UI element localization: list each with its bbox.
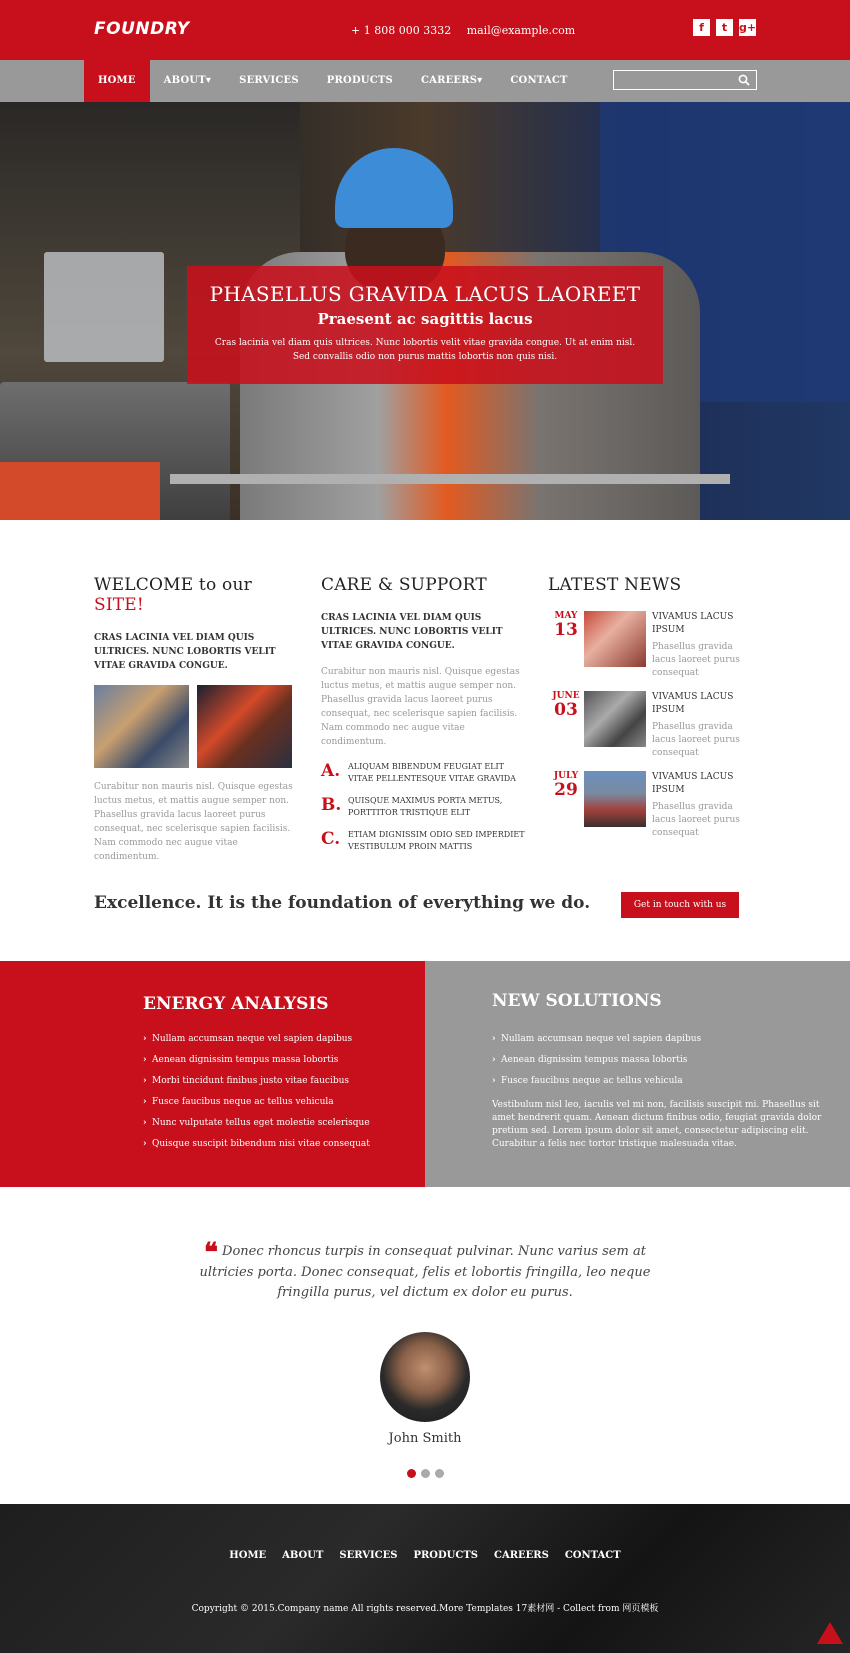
list-item-text: Morbi tincidunt finibus justo vitae faucibus [152, 1076, 350, 1086]
contact-info [351, 24, 587, 37]
slider-dot-2[interactable] [421, 1469, 430, 1478]
list-item [492, 1071, 701, 1092]
news-info [652, 771, 754, 851]
footer-link-about[interactable]: ABOUT [282, 1550, 324, 1561]
chevron-right-icon: › [143, 1034, 147, 1044]
list-item [143, 1134, 370, 1155]
get-in-touch-button[interactable]: Get in touch with us [621, 892, 739, 918]
news-date [548, 691, 584, 771]
hero-helmet [335, 148, 453, 228]
step-letter: B. [321, 795, 342, 815]
top-bar [0, 0, 850, 60]
news-item-title[interactable]: VIVAMUS LACUS IPSUM [652, 612, 734, 635]
news-item[interactable] [548, 771, 754, 851]
care-step [321, 829, 527, 853]
nav-products[interactable]: PRODUCTS [326, 75, 393, 86]
chevron-right-icon: › [492, 1076, 496, 1086]
care-section [321, 575, 527, 863]
testimonial-name: John Smith [388, 1431, 462, 1446]
nav-careers[interactable]: CAREERS▾ [420, 75, 483, 86]
back-to-top-icon[interactable] [817, 1622, 843, 1644]
list-item [143, 1029, 370, 1050]
avatar [380, 1332, 470, 1422]
energy-list [143, 1029, 370, 1155]
news-item[interactable] [548, 611, 754, 691]
news-item[interactable] [548, 691, 754, 771]
facebook-icon[interactable]: f [693, 19, 710, 36]
care-title: CARE & SUPPORT [321, 575, 487, 595]
step-text: ETIAM DIGNISSIM ODIO SED IMPERDIET VESTIBULUM PROIN MATTIS [348, 830, 525, 851]
footer-link-contact[interactable]: CONTACT [564, 1550, 621, 1561]
news-title: LATEST NEWS [548, 575, 682, 595]
step-letter: A. [321, 761, 341, 781]
slider-dot-1[interactable] [407, 1469, 416, 1478]
social-links [693, 19, 756, 36]
news-date [548, 771, 584, 851]
news-info [652, 611, 754, 691]
twitter-icon[interactable]: t [716, 19, 733, 36]
nav-contact[interactable]: CONTACT [510, 75, 568, 86]
news-month: JUNE [552, 691, 580, 701]
hero-sign [44, 252, 164, 362]
news-item-title[interactable]: VIVAMUS LACUS IPSUM [652, 692, 734, 715]
list-item [143, 1071, 370, 1092]
care-steps [321, 761, 527, 853]
chevron-right-icon: › [143, 1055, 147, 1065]
chevron-right-icon: › [143, 1076, 147, 1086]
list-item [143, 1050, 370, 1071]
news-date [548, 611, 584, 691]
footer-link-services[interactable]: SERVICES [339, 1550, 398, 1561]
chevron-right-icon: › [143, 1139, 147, 1149]
news-item-title[interactable]: VIVAMUS LACUS IPSUM [652, 772, 734, 795]
list-item-text: Quisque suscipit bibendum nisi vitae consequat [152, 1139, 370, 1149]
hero-caption [187, 266, 663, 384]
hero-rail [170, 474, 730, 484]
welcome-body: Curabitur non mauris nisl. Quisque egestas luctus metus, et mattis augue semper non. Phasellus gravida lacus laoreet purus consequat, nec scelerisque sapien facilisis. Nam commodo nec augue vitae condimentum. [94, 782, 293, 862]
chevron-right-icon: › [492, 1055, 496, 1065]
list-item-text: Fusce faucibus neque ac tellus vehicula [152, 1097, 334, 1107]
news-day: 13 [554, 620, 578, 640]
news-item-text: Phasellus gravida lacus laoreet purus consequat [652, 802, 740, 838]
list-item [492, 1050, 701, 1071]
logo[interactable]: FOUNDRY [94, 19, 190, 39]
list-item-text: Nullam accumsan neque vel sapien dapibus [501, 1034, 702, 1044]
welcome-image-workers [94, 685, 189, 768]
step-letter: C. [321, 829, 341, 849]
solutions-title: NEW SOLUTIONS [492, 991, 662, 1011]
news-item-text: Phasellus gravida lacus laoreet purus consequat [652, 642, 740, 678]
welcome-lead: CRAS LACINIA VEL DIAM QUIS ULTRICES. NUNC LOBORTIS VELIT VITAE GRAVIDA CONGUE. [94, 633, 276, 671]
footer-nav [0, 1550, 850, 1561]
email-address[interactable]: mail@example.com [466, 24, 576, 37]
footer [0, 1504, 850, 1653]
news-month: MAY [554, 611, 578, 621]
google-plus-icon[interactable]: g+ [738, 21, 757, 34]
welcome-image-welder [197, 685, 292, 768]
news-thumbnail[interactable] [584, 611, 646, 667]
slider-dot-3[interactable] [435, 1469, 444, 1478]
news-month: JULY [553, 771, 579, 781]
welcome-title [94, 575, 300, 615]
news-section [548, 575, 754, 851]
footer-link-careers[interactable]: CAREERS [494, 1550, 549, 1561]
nav-home[interactable]: HOME [84, 60, 150, 102]
care-step [321, 761, 527, 785]
list-item-text: Nunc vulputate tellus eget molestie scelerisque [152, 1118, 370, 1128]
welcome-title-b: SITE! [94, 595, 144, 615]
news-thumbnail[interactable] [584, 691, 646, 747]
list-item-text: Nullam accumsan neque vel sapien dapibus [152, 1034, 353, 1044]
quote-text: Donec rhoncus turpis in consequat pulvinar. Nunc varius sem at ultricies porta. Donec consequat, felis et lobortis fringilla, leo neque fringilla purus, vel dictum ex dolor eu purus. [199, 1244, 651, 1300]
list-item [143, 1113, 370, 1134]
chevron-right-icon: › [492, 1034, 496, 1044]
hero-text: Cras lacinia vel diam quis ultrices. Nunc lobortis velit vitae gravida congue. Ut at enim nisl. Sed convallis odio non purus mattis lobortis non quis nisi. [214, 338, 636, 362]
search-icon[interactable] [738, 74, 750, 86]
new-solutions-band [425, 961, 850, 1187]
news-item-text: Phasellus gravida lacus laoreet purus consequat [652, 722, 740, 758]
energy-title: ENERGY ANALYSIS [143, 994, 329, 1014]
tagline-text: Excellence. It is the foundation of everything we do. [94, 893, 591, 913]
step-text: QUISQUE MAXIMUS PORTA METUS, PORTTITOR TRISTIQUE ELIT [348, 796, 503, 817]
news-day: 29 [554, 780, 578, 800]
list-item [143, 1092, 370, 1113]
news-day: 03 [554, 700, 578, 720]
care-body: Curabitur non mauris nisl. Quisque egestas luctus metus, et mattis augue semper non. Phasellus gravida lacus laoreet purus consequat, nec scelerisque sapien facilisis. Nam commodo nec augue vitae condimentum. [321, 667, 520, 747]
nav-bar [0, 60, 850, 102]
nav-about[interactable]: ABOUT▾ [163, 75, 212, 86]
footer-link-products[interactable]: PRODUCTS [413, 1550, 479, 1561]
list-item-text: Fusce faucibus neque ac tellus vehicula [501, 1076, 683, 1086]
testimonial-quote [180, 1238, 670, 1303]
step-text: ALIQUAM BIBENDUM FEUGIAT ELIT VITAE PELLENTESQUE VITAE GRAVIDA [348, 762, 516, 783]
chevron-right-icon: › [143, 1097, 147, 1107]
energy-analysis-band [0, 961, 425, 1187]
phone-number: + 1 808 000 3332 [351, 24, 452, 37]
main-nav [84, 60, 582, 102]
chevron-right-icon: › [143, 1118, 147, 1128]
quote-icon: ❝ [204, 1238, 219, 1268]
list-item-text: Aenean dignissim tempus massa lobortis [501, 1055, 688, 1065]
solutions-list [492, 1029, 701, 1092]
welcome-title-a: WELCOME to our [94, 575, 252, 595]
welcome-section [94, 575, 300, 864]
care-step [321, 795, 527, 819]
footer-link-home[interactable]: HOME [229, 1550, 267, 1561]
slider-dots [407, 1469, 444, 1478]
copyright: Copyright © 2015.Company name All rights reserved.More Templates 17素材网 - Collect from 网页模板 [191, 1604, 659, 1614]
hero-subtitle: Praesent ac sagittis lacus [317, 310, 533, 328]
solutions-text: Vestibulum nisl leo, iaculis vel mi non, facilisis suscipit mi. Phasellus sit amet hendrerit quam. Aenean dictum finibus odio, feugiat gravida dolor pretium sed. Lorem ipsum dolor sit amet, consectetur adipiscing elit. Curabitur a felis nec tortor tristique malesuada vitae. [492, 1100, 822, 1149]
hero-title: PHASELLUS GRAVIDA LACUS LAOREET [209, 282, 641, 306]
welcome-images [94, 685, 300, 768]
news-info [652, 691, 754, 771]
news-thumbnail[interactable] [584, 771, 646, 827]
list-item [492, 1029, 701, 1050]
search-input[interactable] [613, 70, 757, 90]
list-item-text: Aenean dignissim tempus massa lobortis [152, 1055, 339, 1065]
hero-machine-orange [0, 462, 160, 520]
nav-services[interactable]: SERVICES [239, 75, 299, 86]
care-lead: CRAS LACINIA VEL DIAM QUIS ULTRICES. NUNC LOBORTIS VELIT VITAE GRAVIDA CONGUE. [321, 613, 503, 651]
